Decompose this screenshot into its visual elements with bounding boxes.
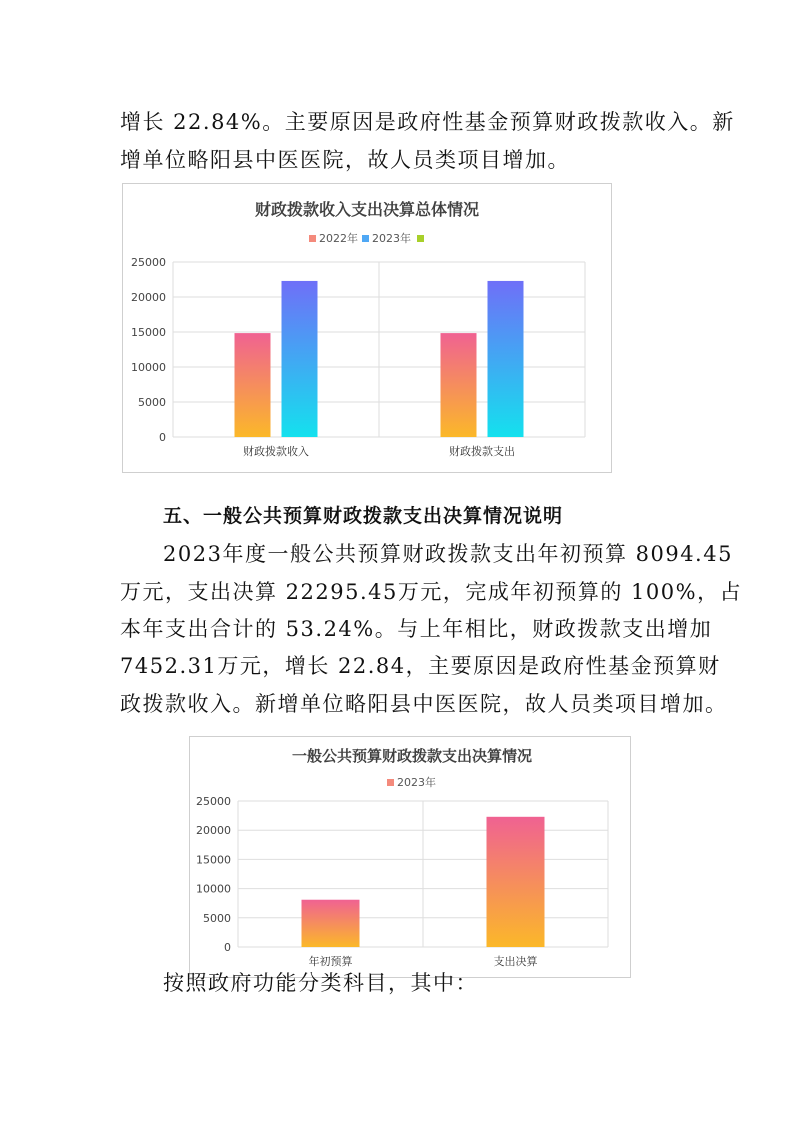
y-tick-label: 10000 (131, 361, 166, 374)
legend (309, 231, 424, 245)
y-tick-label: 20000 (196, 824, 231, 838)
legend-swatch-2022 (309, 235, 316, 242)
legend-label-2022: 2022年 (319, 232, 358, 245)
y-tick-label: 10000 (196, 882, 231, 896)
y-tick-label: 5000 (138, 396, 166, 409)
paragraph-line: 本年支出合计的 53.24%。与上年相比，财政拨款支出增加 (120, 617, 713, 641)
chart-title: 财政拨款收入支出决算总体情况 (254, 200, 480, 219)
y-tick-label: 0 (224, 941, 231, 954)
y-tick-label: 25000 (196, 795, 231, 808)
legend-swatch-2023 (362, 235, 369, 242)
paragraph-line: 2023年度一般公共预算财政拨款支出年初预算 8094.45 (163, 542, 733, 566)
bar (487, 817, 545, 947)
paragraph-line: 万元，支出决算 22295.45万元，完成年初预算的 100%，占 (120, 580, 743, 604)
paragraph-line: 增单位略阳县中医医院，故人员类项目增加。 (120, 148, 570, 172)
y-tick-label: 20000 (131, 291, 166, 304)
bar (488, 281, 524, 437)
bar (302, 900, 360, 947)
bar (441, 333, 477, 437)
y-tick-label: 15000 (196, 853, 231, 867)
paragraph-line: 增长 22.84%。主要原因是政府性基金预算财政拨款收入。新 (120, 110, 735, 134)
y-tick-label: 5000 (203, 911, 231, 925)
x-tick-label: 财政拨款收入 (243, 445, 309, 458)
legend-swatch-series3 (417, 235, 424, 242)
y-tick-label: 15000 (131, 326, 166, 339)
legend-swatch-2023 (387, 779, 394, 786)
paragraph-line: 7452.31万元，增长 22.84，主要原因是政府性基金预算财 (120, 654, 721, 678)
paragraph-line: 按照政府功能分类科目，其中： (163, 971, 478, 995)
chart-general-budget (189, 736, 631, 978)
x-tick-label: 年初预算 (308, 955, 353, 968)
chart-title: 一般公共预算财政拨款支出决算情况 (291, 747, 533, 765)
legend-label-2023: 2023年 (372, 232, 411, 245)
x-tick-label: 财政拨款支出 (449, 445, 515, 458)
legend-label-2023: 2023年 (397, 776, 436, 789)
chart-overall (122, 183, 612, 473)
y-tick-label: 25000 (131, 256, 166, 269)
bar (282, 281, 318, 437)
y-tick-label: 0 (159, 431, 166, 444)
paragraph-line: 政拨款收入。新增单位略阳县中医医院，故人员类项目增加。 (120, 692, 728, 716)
legend (387, 775, 436, 789)
x-tick-label: 支出决算 (493, 955, 538, 968)
bar (235, 333, 271, 437)
section-heading: 五、一般公共预算财政拨款支出决算情况说明 (163, 505, 564, 527)
